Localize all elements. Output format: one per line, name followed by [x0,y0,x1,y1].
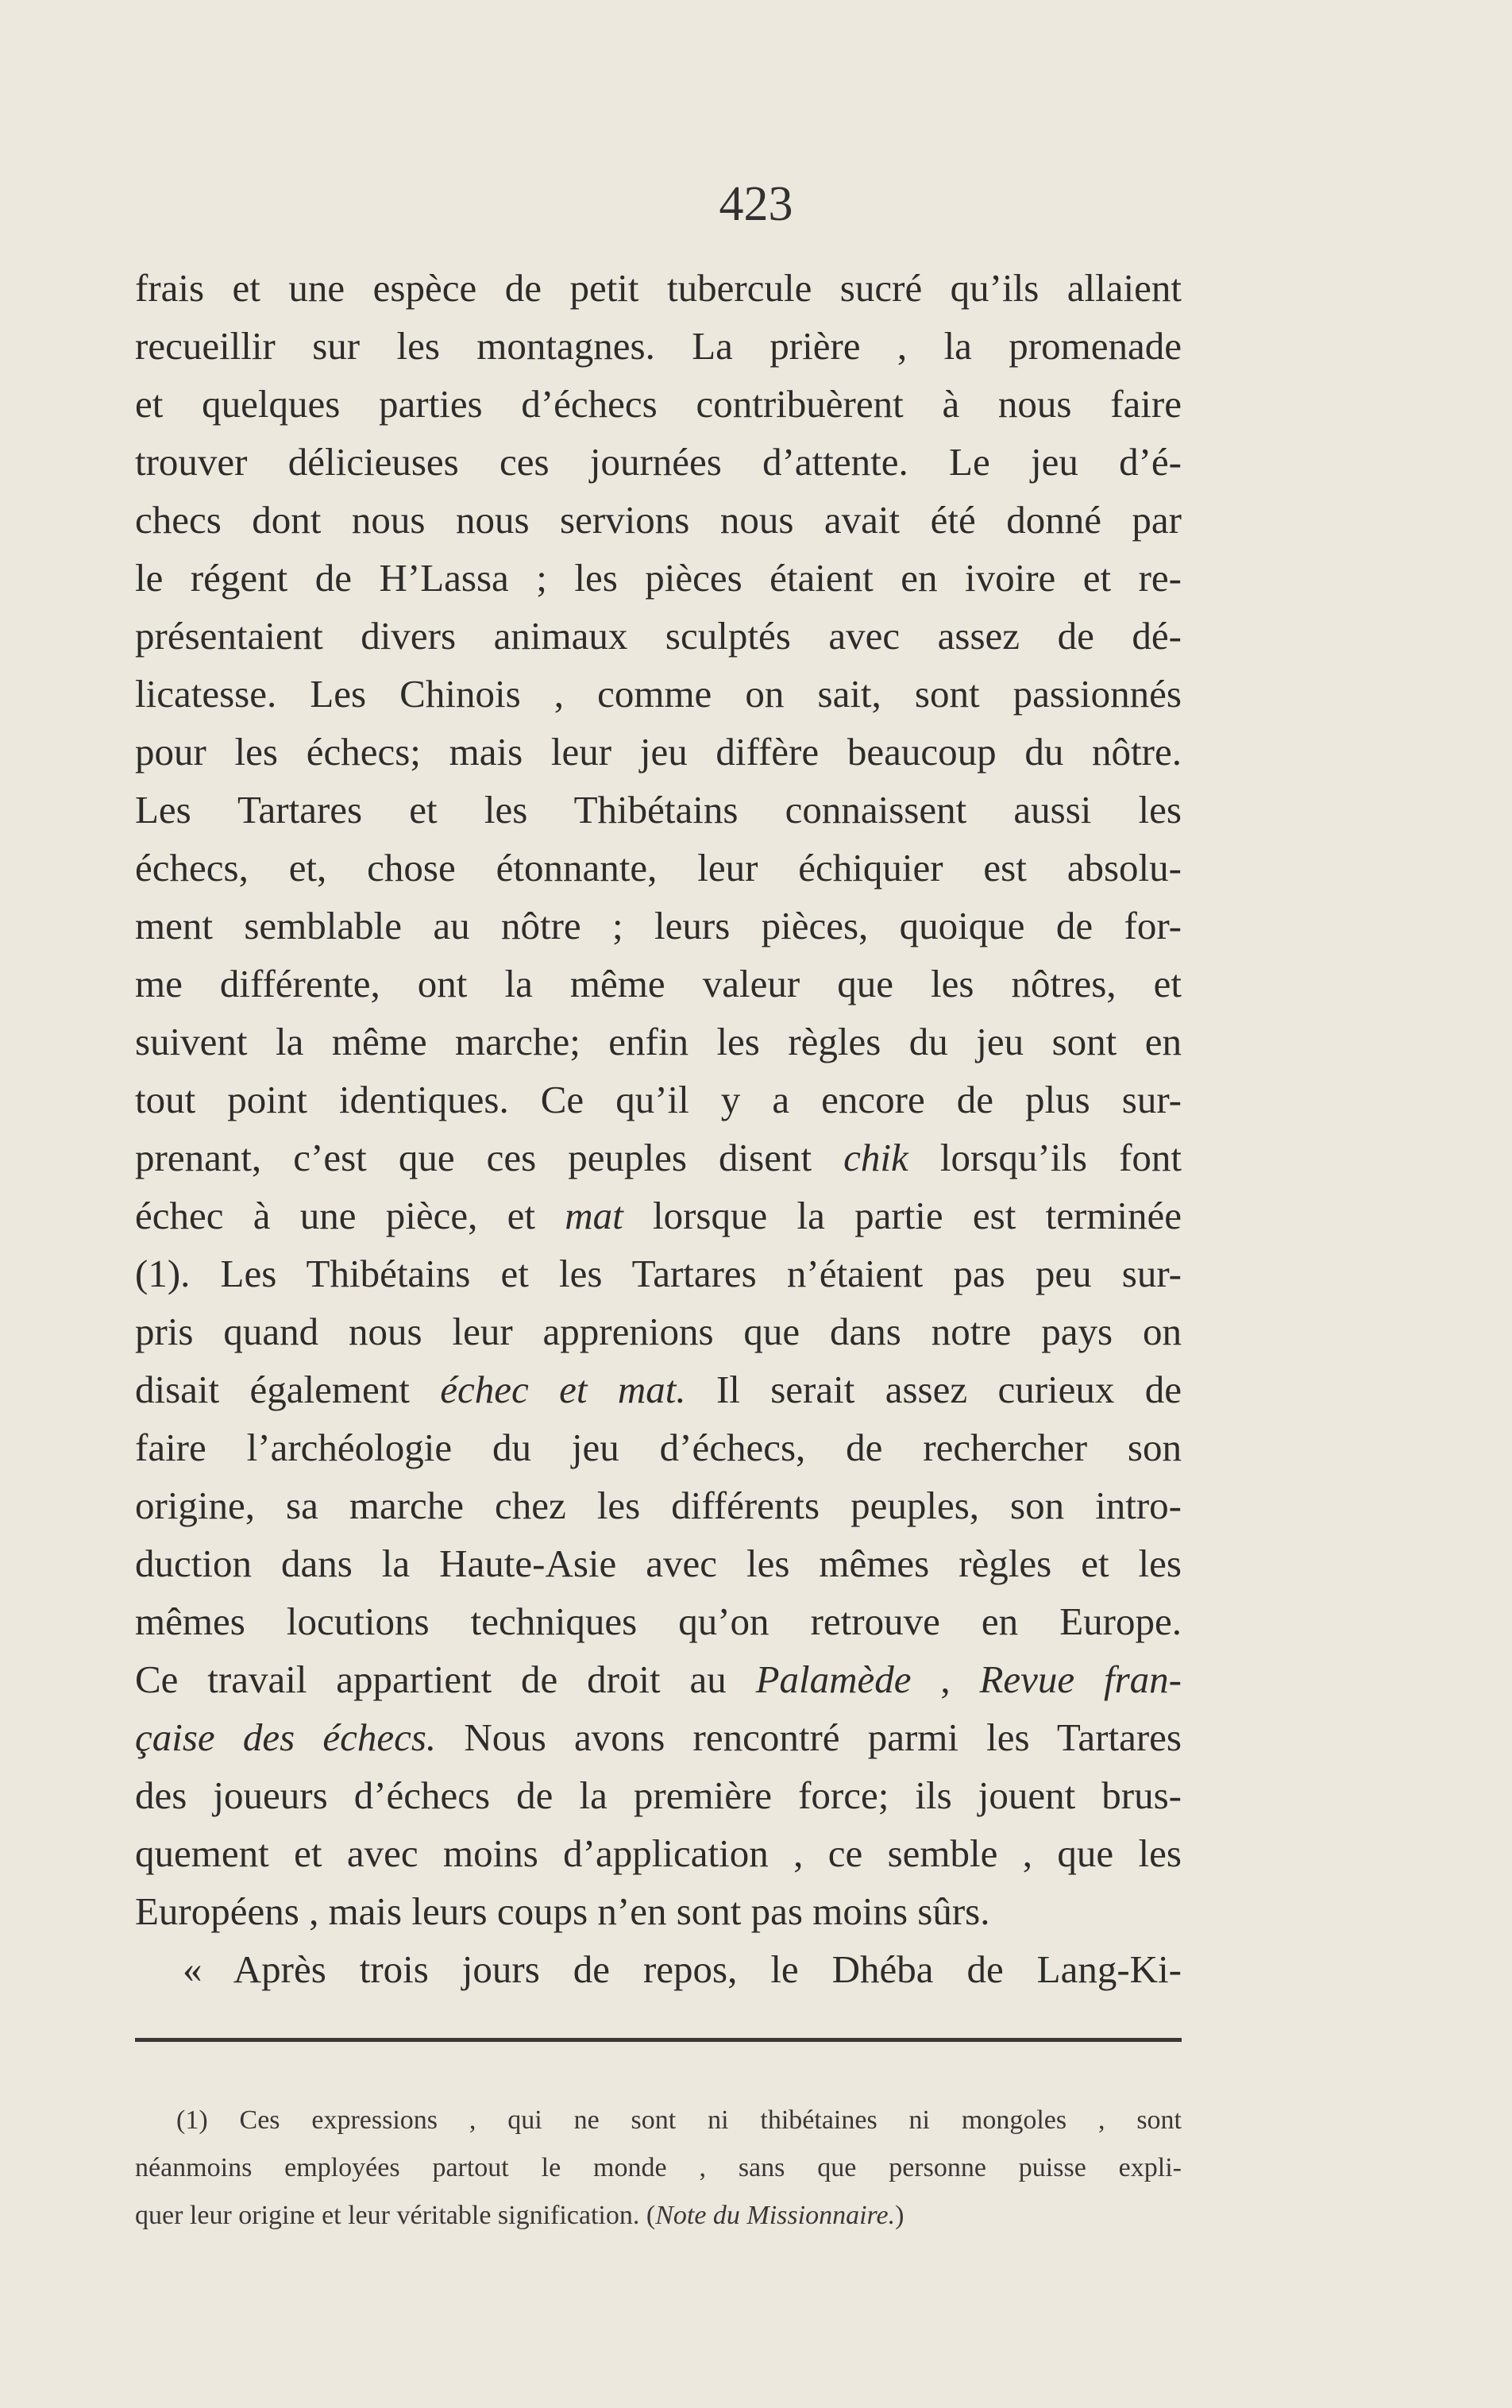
text-line [135,1187,1182,1245]
footnote-divider [135,2038,1182,2042]
text-line: présentaient divers animaux sculptés avec assez de dé- [135,614,1182,658]
text-line [135,1650,1182,1708]
text-line: tout point identiques. Ce qu’il y a encore de plus sur- [135,1078,1182,1121]
text-run: lorsque la partie est terminée [623,1194,1182,1237]
footnote-attribution: Note du Missionnaire. [655,2201,896,2230]
page-number: 423 [719,177,793,231]
text-run: disait également [135,1368,441,1411]
text-run: prenant, c’est que ces peuples disent [135,1136,844,1179]
text-line: et quelques parties d’échecs contribuèrent à nous faire [135,382,1182,426]
text-run: échec à une pièce, et [135,1194,565,1237]
footnote-line: (1) Ces expressions , qui ne sont ni thibétaines ni mongoles , sont [176,2105,1182,2135]
text-run: quer leur origine et leur véritable signification. ( [135,2201,656,2230]
italic-title: çaise des échecs. [135,1715,437,1759]
text-line: frais et une espèce de petit tubercule sucré qu’ils allaient [135,266,1182,310]
text-line: suivent la même marche; enfin les règles du jeu sont en [135,1020,1182,1063]
text-line [135,1129,1182,1187]
text-line [135,1708,1182,1766]
text-line: checs dont nous nous servions nous avait été donné par [135,498,1182,542]
text-line: mêmes locutions techniques qu’on retrouve en Europe. [135,1600,1182,1643]
text-line: trouver délicieuses ces journées d’attente. Le jeu d’é- [135,440,1182,484]
italic-word: mat [565,1194,623,1237]
text-run: Ce travail appartient de droit au [135,1657,756,1701]
italic-title: Revue fran- [979,1657,1182,1701]
footnote-line: néanmoins employées partout le monde , sans que personne puisse expli- [135,2153,1182,2182]
text-line: échecs, et, chose étonnante, leur échiquier est absolu- [135,846,1182,889]
italic-phrase: échec et mat. [440,1368,686,1411]
text-line: pris quand nous leur apprenions que dans notre pays on [135,1310,1182,1353]
text-line: « Après trois jours de repos, le Dhéba de Lang-Ki- [183,1947,1182,1991]
text-line: des joueurs d’échecs de la première force; ils jouent brus- [135,1773,1182,1817]
text-line: pour les échecs; mais leur jeu diffère beaucoup du nôtre. [135,730,1182,774]
italic-word: chik [843,1136,908,1179]
text-line: Européens , mais leurs coups n’en sont pas moins sûrs. [135,1889,990,1933]
text-run: Il serait assez curieux de [685,1368,1182,1411]
text-line: licatesse. Les Chinois , comme on sait, sont passionnés [135,672,1182,716]
text-run: Nous avons rencontré parmi les Tartares [436,1715,1182,1759]
italic-title: Palamède [755,1657,912,1701]
footnote-line [135,2192,1182,2240]
text-line [135,1360,1182,1418]
text-line: Les Tartares et les Thibétains connaissent aussi les [135,788,1182,832]
text-run: , [911,1657,980,1701]
body-text [135,259,1182,1998]
text-run: lorsqu’ils font [908,1136,1182,1179]
text-line: (1). Les Thibétains et les Tartares n’étaient pas peu sur- [135,1252,1182,1295]
text-line: me différente, ont la même valeur que les nôtres, et [135,962,1182,1005]
text-run: ) [895,2201,904,2230]
text-line: quement et avec moins d’application , ce semble , que les [135,1831,1182,1875]
text-line: faire l’archéologie du jeu d’échecs, de rechercher son [135,1426,1182,1469]
text-line: origine, sa marche chez les différents peuples, son intro- [135,1484,1182,1527]
text-line: duction dans la Haute-Asie avec les mêmes règles et les [135,1542,1182,1585]
text-line: recueillir sur les montagnes. La prière , la promenade [135,324,1182,368]
text-line: le régent de H’Lassa ; les pièces étaient en ivoire et re- [135,556,1182,600]
footnote [135,2097,1182,2240]
text-line: ment semblable au nôtre ; leurs pièces, quoique de for- [135,904,1182,947]
